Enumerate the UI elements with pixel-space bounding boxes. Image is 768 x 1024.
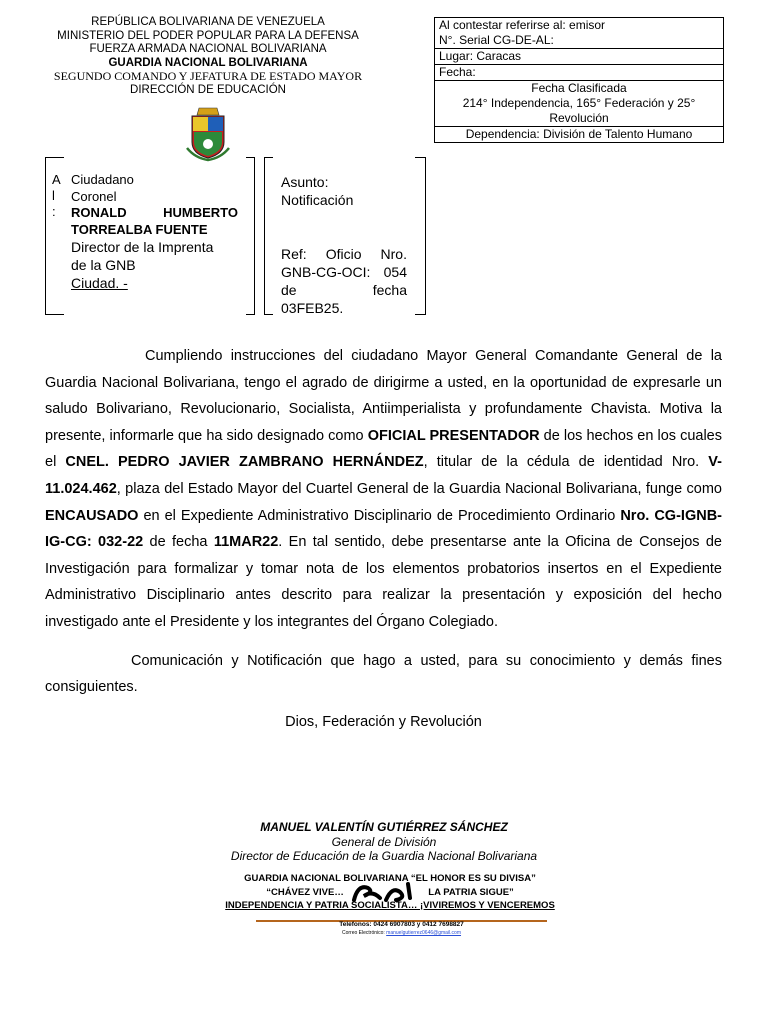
prefix-letter: l [52, 188, 55, 203]
signer-title: Director de Educación de la Guardia Nacional Bolivariana [230, 849, 538, 863]
department-text: Dependencia: División de Talento Humano [465, 127, 693, 141]
name-part: RONALD [71, 205, 127, 220]
handwritten-signature-icon [350, 880, 430, 904]
footer-email: Correo Electrónico: manuelgutierrez0646@gmail.com [341, 930, 462, 936]
classified-date-label: Fecha Clasificada [531, 81, 627, 95]
name-part: HUMBERTO [163, 205, 238, 220]
letterhead-line: REPÚBLICA BOLIVARIANA DE VENEZUELA [91, 16, 325, 28]
addressee-block [71, 172, 238, 292]
body-paragraph: Comunicación y Notificación que hago a usted, para su conocimiento y demás fines consiguientes. [45, 652, 722, 696]
date-text: Fecha: [439, 65, 476, 79]
letterhead-line: SEGUNDO COMANDO Y JEFATURA DE ESTADO MAYOR [53, 69, 363, 83]
subject-label: Asunto: [281, 174, 329, 190]
classified-date-value-cont: Revolución [549, 111, 609, 125]
signer-name: MANUEL VALENTÍN GUTIÉRREZ SÁNCHEZ [260, 820, 508, 834]
reference-box [434, 17, 724, 143]
closing-salutation: Dios, Federación y Revolución [285, 714, 482, 730]
motto-line: INDEPENDENCIA Y PATRIA SOCIALISTA… ¡VIVIREMOS Y VENCEREMOS [225, 900, 555, 911]
addressee-prefix [52, 172, 62, 220]
coat-of-arms-icon [185, 106, 231, 164]
footer-phones: Telefonos: 0424 6907803 y 0412 7698827 [339, 921, 464, 928]
place-text: Lugar: Caracas [439, 49, 522, 63]
addressee-name-line1 [71, 205, 238, 222]
letterhead-line: GUARDIA NACIONAL BOLIVARIANA [108, 56, 308, 69]
motto-line: GUARDIA NACIONAL BOLIVARIANA “EL HONOR ES SU DIVISA” [244, 873, 536, 884]
classified-date-value: 214° Independencia, 165° Federación y 25° [462, 96, 696, 110]
prefix-letter: : [52, 204, 56, 219]
ref-line: GNB-CG-OCI: 054 [281, 264, 407, 280]
letterhead-line: MINISTERIO DEL PODER POPULAR PARA LA DEFENSA [57, 29, 359, 42]
motto-line: “CHÁVEZ VIVE… LA PATRIA SIGUE” [266, 886, 514, 898]
ref-line: Ref: Oficio Nro. [281, 246, 407, 262]
letter-body [45, 343, 722, 701]
addressee-rank: Coronel [71, 188, 117, 204]
letterhead-line: DIRECCIÓN DE EDUCACIÓN [130, 83, 286, 96]
email-link[interactable]: manuelgutierrez0646@gmail.com [386, 930, 462, 936]
letterhead [48, 16, 368, 97]
letterhead-line: FUERZA ARMADA NACIONAL BOLIVARIANA [89, 43, 327, 55]
subject-value: Notificación [281, 192, 354, 208]
body-paragraph: Cumpliendo instrucciones del ciudadano Mayor General Comandante General de la Guardia Nacional Bolivariana, tengo el agrado de dirigirme a usted, en la oportunidad de expresarle un saludo Bolivariano, Revolucionario, Socialista, Antiimperialista y profundamente Chavista. Motiva la presente, informarle que ha sido designado como OFICIAL PRESENTADOR de los hechos en los cuales el CNEL. PEDRO JAVIER ZAMBRANO HERNÁNDEZ, titular de la cédula de identidad Nro. V-11.024.462, plaza del Estado Mayor del Cuartel General de la Guardia Nacional Bolivariana, funge como ENCAUSADO en el Expediente Administrativo Disciplinario de Procedimiento Ordinario Nro. CG-IGNB-IG-CG: 032-22 de fecha 11MAR22. En tal sentido, debe presentarse ante la Oficina de Consejos de Investigación para formalizar y tomar nota de los elementos probatorios insertos en el Expediente Administrativo Disciplinario antes descrito para realizar la presentación y exposición del hecho investigado ante el Presidente y los integrantes del Órgano Colegiado. [45, 348, 722, 630]
ref-line: 03FEB25. [281, 300, 344, 316]
signature-block [160, 820, 608, 864]
reference-text: Al contestar referirse al: emisor [439, 18, 606, 32]
serial-text: N°. Serial CG-DE-AL: [439, 33, 554, 47]
subject-block [281, 173, 407, 317]
addressee-name-line2: TORREALBA FUENTE [71, 221, 208, 237]
addressee-city: Ciudad. - [71, 275, 128, 291]
addressee-title: Ciudadano [71, 172, 134, 187]
prefix-letter: A [52, 172, 61, 187]
ref-line: de fecha [281, 282, 407, 298]
addressee-role-cont: de la GNB [71, 257, 136, 273]
signer-rank: General de División [331, 834, 437, 849]
addressee-role: Director de la Imprenta [71, 239, 214, 255]
